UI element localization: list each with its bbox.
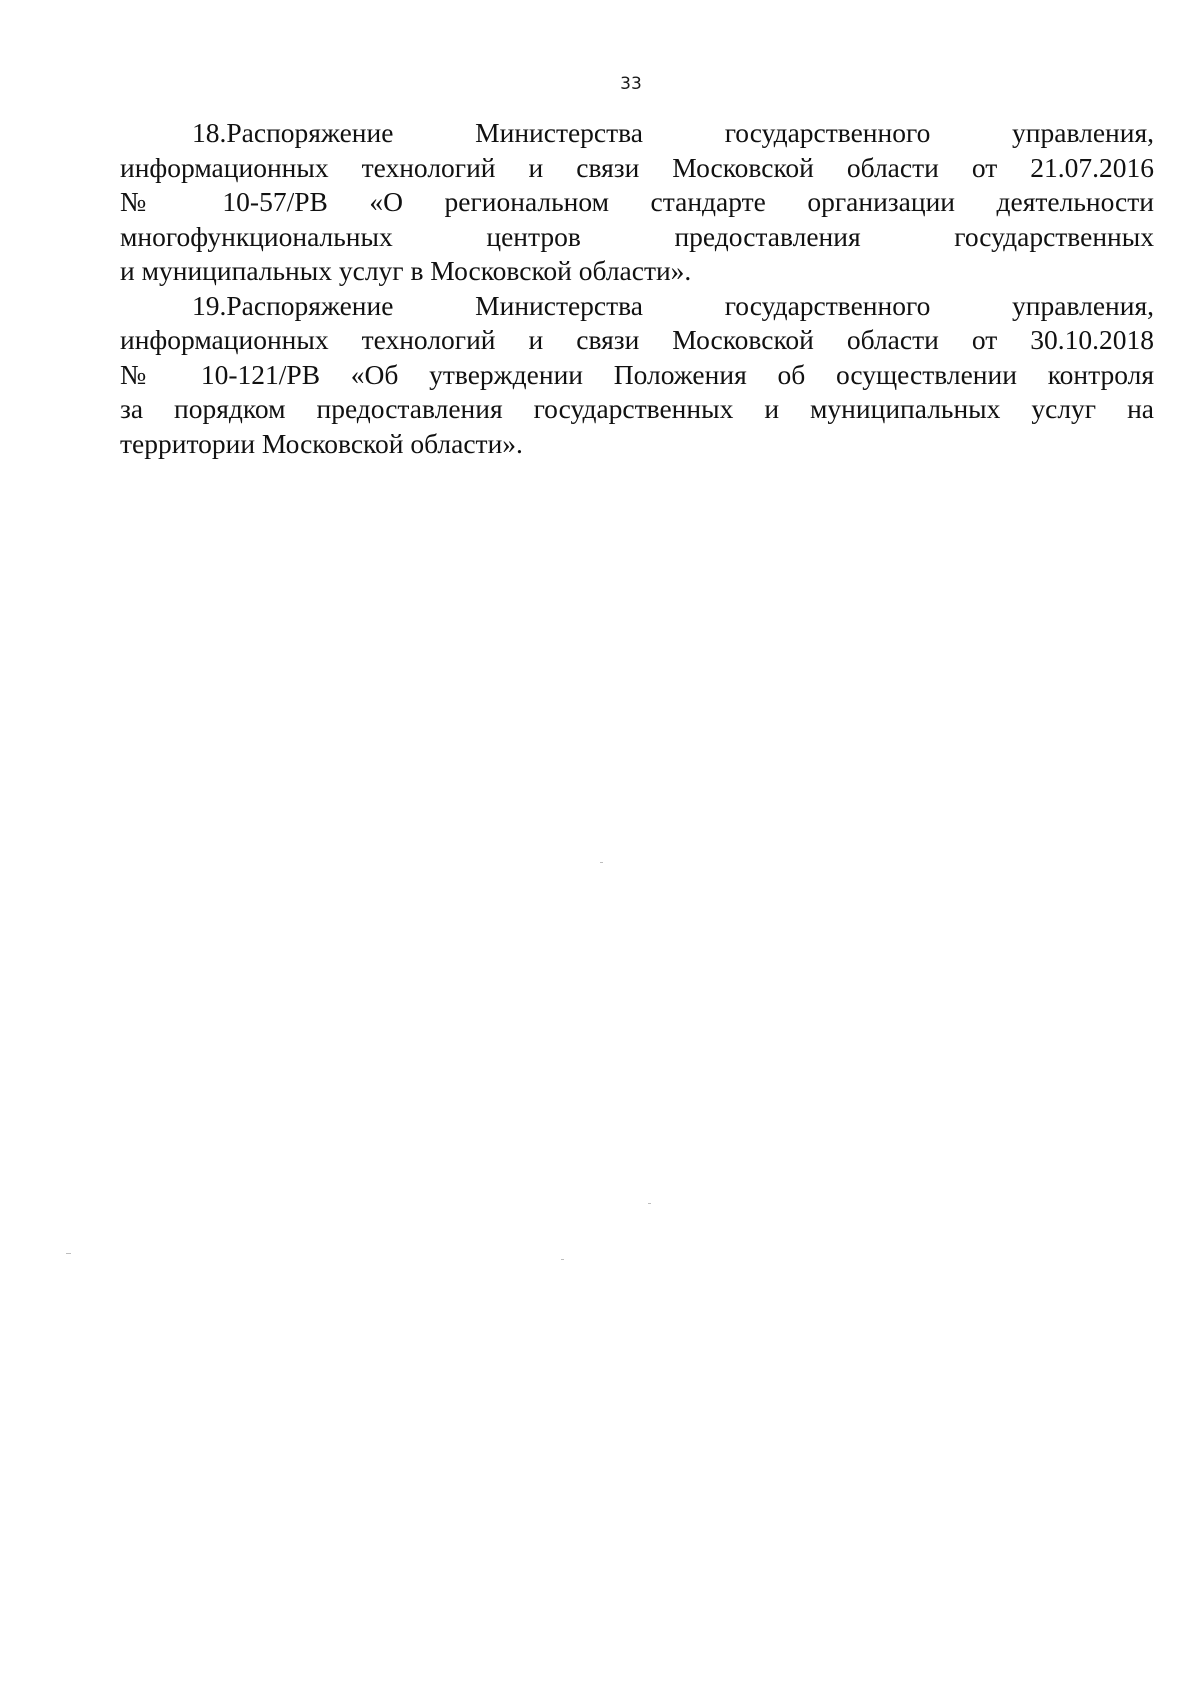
scan-speck [648, 1203, 651, 1204]
item-text-line: Распоряжение Министерства государственного управления, [226, 117, 1154, 148]
item-19-line-3: № 10-121/РВ «Об утверждении Положения об осуществлении контроля [120, 358, 1154, 390]
list-item-18 [120, 116, 1154, 289]
scan-speck [561, 1259, 564, 1260]
item-18-line-4: многофункциональных центров предоставления государственных [120, 220, 1154, 252]
item-19-line-1 [120, 289, 1154, 324]
item-number: 19. [192, 289, 227, 321]
item-18-line-3: № 10-57/РВ «О региональном стандарте организации деятельности [120, 186, 1154, 217]
item-19-line-4: за порядком предоставления государственных и муниципальных услуг на [120, 393, 1154, 424]
item-number: 18. [192, 117, 227, 148]
item-text-line: Распоряжение Министерства государственного управления, [226, 289, 1154, 321]
list-item-19 [120, 289, 1154, 462]
scan-speck [600, 862, 603, 863]
item-19-line-5: территории Московской области». [120, 427, 523, 459]
item-18-line-5: и муниципальных услуг в Московской области». [120, 255, 692, 286]
document-body [120, 116, 1154, 461]
item-18-line-1 [120, 116, 1154, 151]
item-18-line-2: информационных технологий и связи Московской области от 21.07.2016 [120, 151, 1154, 183]
page-number: 33 [620, 74, 642, 94]
item-19-line-2: информационных технологий и связи Московской области от 30.10.2018 [120, 324, 1154, 355]
scan-speck [66, 1253, 71, 1254]
